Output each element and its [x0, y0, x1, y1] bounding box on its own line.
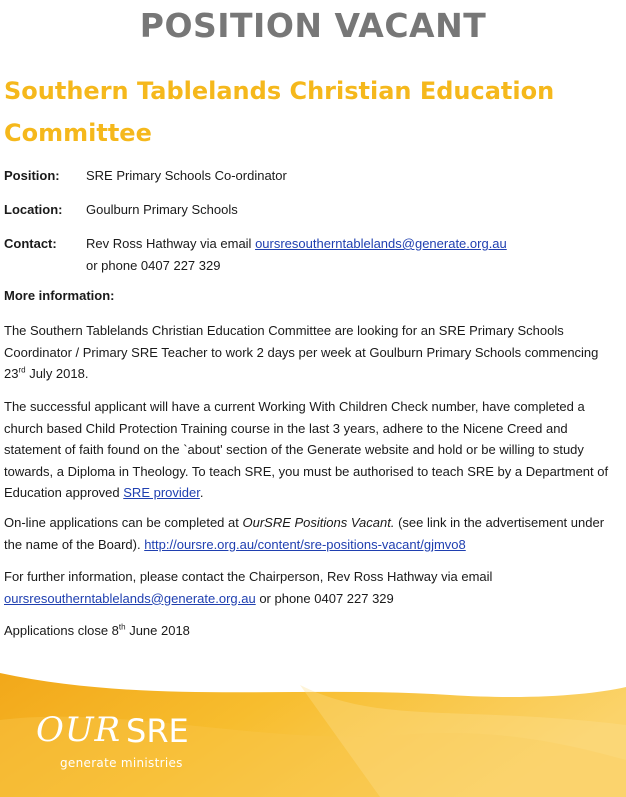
position-value: SRE Primary Schools Co-ordinator	[86, 168, 287, 183]
para2-tail: .	[199, 485, 204, 500]
positions-vacant-link[interactable]: http://oursre.org.au/content/sre-positions-vacant/gjmvo8	[144, 536, 466, 552]
more-info-heading: More information:	[4, 288, 115, 303]
contact-prefix: Rev Ross Hathway via email	[86, 236, 256, 251]
para3-text2: (see link in the advertisement under the name of the Board).	[4, 515, 605, 552]
para5-tail: June 2018	[125, 623, 190, 638]
paragraph-intro	[4, 320, 618, 385]
para4-tail: or phone 0407 227 329	[255, 590, 394, 606]
paragraph-applications	[4, 512, 618, 555]
position-label: Position:	[4, 168, 60, 183]
para3-text: On-line applications can be completed at	[4, 515, 243, 530]
contact-label: Contact:	[4, 236, 57, 251]
para3-italic: OurSRE Positions Vacant.	[242, 515, 395, 530]
para1-sup: rd	[18, 365, 26, 375]
contact-value	[86, 233, 507, 277]
paragraph-requirements	[4, 396, 618, 504]
sre-provider-link[interactable]: SRE provider	[123, 485, 200, 500]
paragraph-further-info	[4, 566, 618, 609]
contact-email-link[interactable]: oursresoutherntablelands@generate.org.au	[255, 236, 507, 251]
para4-text: For further information, please contact the Chairperson, Rev Ross Hathway via email	[4, 569, 493, 584]
paragraph-closing	[4, 620, 618, 642]
oursre-logo	[36, 710, 196, 780]
location-label: Location:	[4, 202, 63, 217]
para1-tail: July 2018.	[25, 366, 89, 381]
logo-sre-text: SRE	[126, 712, 189, 750]
para2-text: The successful applicant will have a current Working With Children Check number, have completed a church based Child Protection Training course in the last 3 years, adhere to the Nicene Creed and statement of faith found on the `about' section of the Generate website and hold or be willing to study towards, a Diploma in Theology. To teach SRE, you must be authorised to teach SRE by a Department of Education approved	[4, 399, 609, 500]
logo-our-text: OUR	[36, 710, 122, 750]
logo-tagline: generate ministries	[60, 756, 183, 770]
para5-sup: th	[118, 622, 126, 632]
contact-phone: or phone 0407 227 329	[86, 258, 221, 273]
organisation-heading: Southern Tablelands Christian Education Committee	[4, 77, 555, 147]
para1-text: The Southern Tablelands Christian Education Committee are looking for an SRE Primary Schools Coordinator / Primary SRE Teacher to work 2 days per week at Goulburn Primary Schools commencing 23	[4, 323, 599, 381]
chair-email-link[interactable]: oursresoutherntablelands@generate.org.au	[4, 590, 256, 606]
location-value: Goulburn Primary Schools	[86, 202, 238, 217]
para5-text: Applications close 8	[4, 623, 119, 638]
page-title: POSITION VACANT	[139, 6, 487, 45]
